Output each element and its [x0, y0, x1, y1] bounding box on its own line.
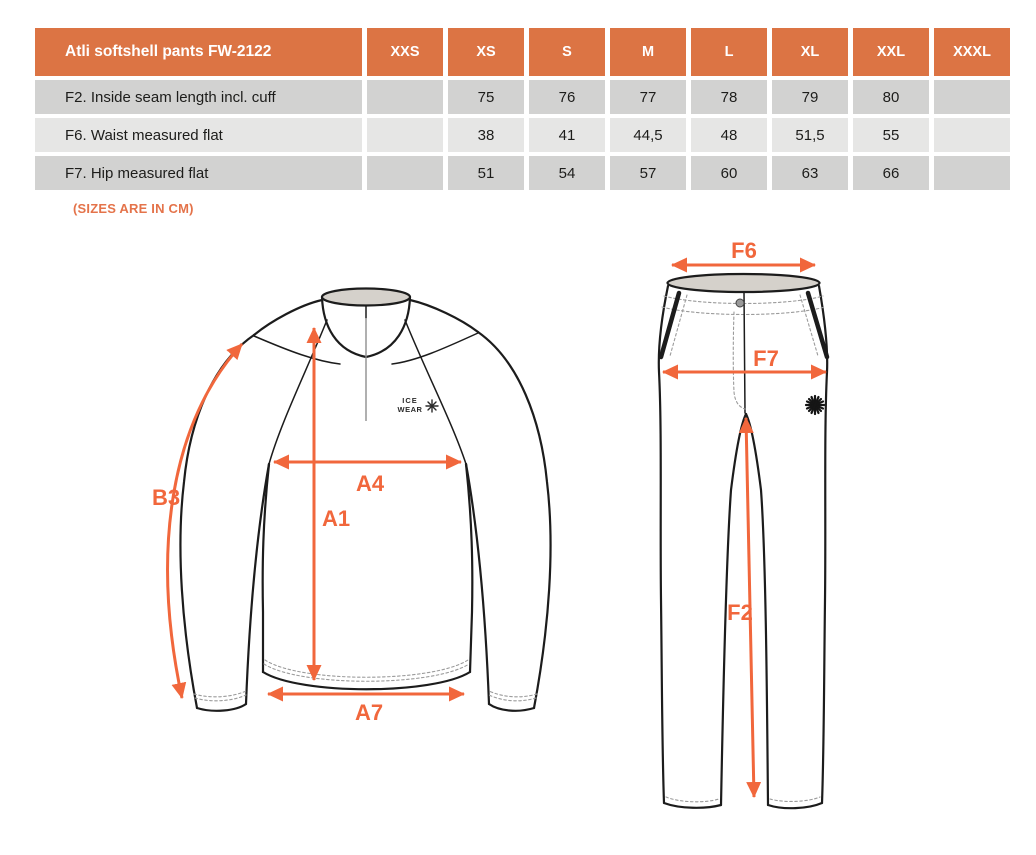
waist-opening [668, 274, 820, 292]
brand-logo-line2: WEAR [397, 405, 423, 414]
row-label-f7: F7. Hip measured flat [35, 156, 362, 190]
fly-detail [733, 292, 745, 413]
size-header-xxs: XXS [367, 28, 443, 76]
measure-label-f6: F6 [731, 240, 757, 263]
value-cell: 55 [853, 118, 929, 152]
measure-label-f7: F7 [753, 346, 779, 371]
value-cell: 51 [448, 156, 524, 190]
value-cell [934, 118, 1010, 152]
value-cell: 44,5 [610, 118, 686, 152]
value-cell: 75 [448, 80, 524, 114]
snowflake-icon [806, 396, 824, 414]
row-label-f2: F2. Inside seam length incl. cuff [35, 80, 362, 114]
value-cell: 66 [853, 156, 929, 190]
size-header-xl: XL [772, 28, 848, 76]
value-cell [367, 80, 443, 114]
value-cell: 77 [610, 80, 686, 114]
measure-label-a7: A7 [354, 700, 384, 725]
size-header-xxxl: XXXL [934, 28, 1010, 76]
value-cell: 80 [853, 80, 929, 114]
value-cell: 41 [529, 118, 605, 152]
value-cell: 57 [610, 156, 686, 190]
value-cell: 78 [691, 80, 767, 114]
value-cell: 63 [772, 156, 848, 190]
brand-logo-line1: ICE [402, 396, 418, 405]
value-cell: 54 [529, 156, 605, 190]
value-cell: 48 [691, 118, 767, 152]
value-cell: 76 [529, 80, 605, 114]
value-cell: 79 [772, 80, 848, 114]
size-header-xs: XS [448, 28, 524, 76]
value-cell [367, 118, 443, 152]
size-header-m: M [610, 28, 686, 76]
collar-opening [322, 289, 410, 306]
value-cell: 38 [448, 118, 524, 152]
pants-diagram [630, 240, 870, 830]
measure-label-a1: A1 [321, 506, 351, 531]
waist-button [736, 299, 744, 307]
snowflake-icon [426, 400, 438, 412]
size-header-s: S [529, 28, 605, 76]
pocket-right [800, 293, 827, 357]
value-cell: 51,5 [772, 118, 848, 152]
measure-label-b3: B3 [151, 485, 181, 510]
value-cell [934, 80, 1010, 114]
size-header-l: L [691, 28, 767, 76]
value-cell [367, 156, 443, 190]
measure-label-a4: A4 [355, 471, 385, 496]
size-header-xxl: XXL [853, 28, 929, 76]
shirt-diagram [120, 240, 580, 760]
measure-label-f2: F2 [727, 600, 753, 625]
arrow-b3 [168, 344, 242, 698]
shirt-measure-arrows [152, 328, 464, 725]
value-cell [934, 156, 1010, 190]
product-title-cell: Atli softshell pants FW-2122 [35, 28, 362, 76]
row-label-f6: F6. Waist measured flat [35, 118, 362, 152]
units-note: (SIZES ARE IN CM) [73, 201, 194, 216]
value-cell: 60 [691, 156, 767, 190]
brand-logo [398, 396, 438, 414]
size-table [35, 28, 1010, 190]
